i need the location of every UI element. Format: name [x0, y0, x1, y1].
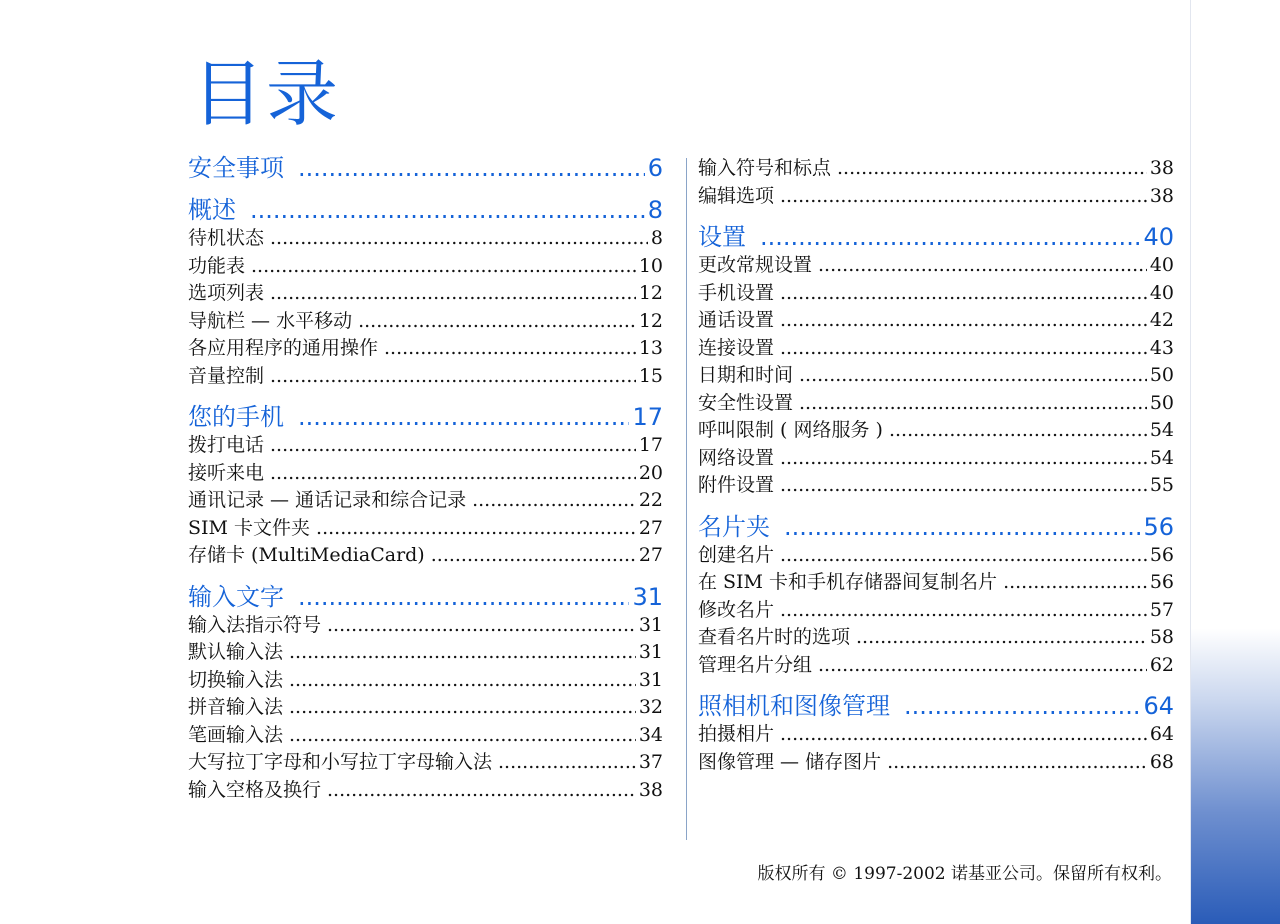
dot-leader	[780, 335, 1147, 363]
toc-entry[interactable]	[698, 472, 1174, 500]
toc-section-heading-label: 您的手机	[188, 403, 284, 431]
toc-section-heading[interactable]	[188, 582, 663, 612]
toc-section-heading-page-number: 64	[1143, 692, 1174, 720]
toc-entry-page-number: 13	[638, 337, 663, 359]
toc-entry-page-number: 40	[1149, 281, 1174, 304]
dot-leader	[780, 597, 1147, 625]
toc-section-heading[interactable]	[188, 402, 663, 432]
toc-entry-page-number: 55	[1149, 474, 1174, 496]
toc-entry-page-number: 62	[1149, 653, 1174, 676]
dot-leader	[298, 153, 645, 183]
toc-entry-page-number: 50	[1149, 364, 1174, 386]
toc-entry-label: 手机设置	[698, 281, 775, 304]
toc-section-heading-page-number: 40	[1143, 223, 1174, 251]
toc-entry-label: 更改常规设置	[698, 254, 813, 276]
dot-leader	[270, 432, 636, 460]
dot-leader	[784, 512, 1140, 542]
dot-leader	[298, 402, 629, 432]
dot-leader	[780, 183, 1147, 211]
toc-entry-label: 管理名片分组	[698, 653, 813, 676]
toc-entry-page-number: 12	[638, 282, 663, 304]
toc-section-heading-page-number: 56	[1143, 512, 1174, 541]
toc-entry[interactable]	[698, 721, 1174, 749]
toc-entry-page-number: 22	[638, 489, 663, 511]
toc-entry-page-number: 54	[1149, 419, 1174, 441]
toc-entry[interactable]	[698, 749, 1174, 777]
toc-entry[interactable]	[698, 362, 1174, 390]
dot-leader	[799, 362, 1147, 390]
toc-entry-page-number: 20	[638, 461, 663, 484]
toc-entry-label: 选项列表	[188, 282, 265, 304]
toc-entry-page-number: 68	[1149, 750, 1174, 773]
toc-entry-page-number: 38	[638, 778, 663, 801]
toc-entry-label: 拍摄相片	[698, 723, 775, 745]
toc-entry[interactable]	[188, 722, 663, 750]
side-gradient-band	[1190, 0, 1280, 924]
toc-entry-label: 输入符号和标点	[698, 157, 832, 179]
toc-entry-page-number: 31	[638, 641, 663, 663]
toc-entry-label: 附件设置	[698, 474, 775, 496]
copyright-footer: 版权所有 © 1997-2002 诺基亚公司。保留所有权利。	[757, 864, 1172, 884]
dot-leader	[856, 624, 1147, 652]
toc-entry-label: 修改名片	[698, 598, 775, 621]
toc-entry[interactable]	[188, 432, 663, 460]
toc-entry-page-number: 8	[650, 227, 663, 249]
toc-entry-label: 大写拉丁字母和小写拉丁字母输入法	[188, 751, 493, 773]
toc-section-heading-page-number: 17	[632, 403, 663, 431]
toc-entry-label: 切换输入法	[188, 668, 284, 691]
dot-leader	[780, 445, 1147, 473]
dot-leader	[780, 307, 1147, 335]
toc-entry-page-number: 27	[638, 516, 663, 539]
dot-leader	[1003, 569, 1147, 597]
toc-entry-label: 图像管理 — 储存图片	[698, 750, 882, 773]
dot-leader	[270, 460, 636, 488]
toc-entry-label: 音量控制	[188, 364, 265, 387]
toc-entry[interactable]	[698, 652, 1174, 680]
toc-entry[interactable]	[188, 515, 663, 543]
toc-entry-page-number: 40	[1149, 254, 1174, 276]
toc-entry-page-number: 56	[1149, 571, 1174, 593]
toc-continued-entries	[698, 155, 1174, 210]
dot-leader	[760, 222, 1140, 252]
toc-entry-label: 创建名片	[698, 543, 775, 566]
dot-leader	[270, 225, 648, 253]
toc-right-column	[698, 150, 1174, 776]
toc-entry-label: 编辑选项	[698, 184, 775, 207]
dot-leader	[780, 721, 1147, 749]
dot-leader	[904, 691, 1140, 721]
toc-entry-page-number: 27	[638, 544, 663, 566]
toc-section	[188, 153, 663, 183]
dot-leader	[818, 252, 1147, 280]
toc-section-heading-label: 安全事项	[188, 154, 284, 182]
toc-entry-label: 输入法指示符号	[188, 613, 322, 636]
toc-entry-label: 在 SIM 卡和手机存储器间复制名片	[698, 571, 998, 593]
toc-section-heading[interactable]	[188, 153, 663, 183]
dot-leader	[289, 639, 636, 667]
toc-section	[698, 222, 1174, 500]
dot-leader	[327, 612, 636, 640]
dot-leader	[889, 417, 1147, 445]
toc-section	[698, 691, 1174, 776]
toc-entry-page-number: 38	[1149, 157, 1174, 179]
toc-entry[interactable]	[698, 307, 1174, 335]
toc-section-heading-label: 概述	[188, 196, 236, 224]
toc-entry-page-number: 31	[638, 668, 663, 691]
toc-entry[interactable]	[698, 569, 1174, 597]
toc-entry-page-number: 38	[1149, 184, 1174, 207]
toc-entry-label: 日期和时间	[698, 364, 794, 386]
dot-leader	[498, 749, 636, 777]
toc-entry-label: 通讯记录 — 通话记录和综合记录	[188, 489, 467, 511]
dot-leader	[358, 308, 636, 336]
dot-leader	[327, 777, 636, 805]
toc-section-heading-label: 设置	[698, 223, 746, 251]
toc-entry[interactable]	[188, 694, 663, 722]
toc-entry[interactable]	[188, 612, 663, 640]
toc-entry[interactable]	[698, 252, 1174, 280]
toc-section	[188, 195, 663, 390]
toc-entry-label: 默认输入法	[188, 641, 284, 663]
toc-entry-page-number: 10	[638, 254, 663, 277]
toc-entry-page-number: 64	[1149, 723, 1174, 745]
toc-entry[interactable]	[698, 417, 1174, 445]
toc-entry[interactable]	[698, 155, 1174, 183]
toc-section-heading[interactable]	[698, 512, 1174, 542]
toc-entry[interactable]	[698, 335, 1174, 363]
toc-section-heading-label: 名片夹	[698, 512, 770, 541]
toc-entry-page-number: 34	[638, 723, 663, 746]
dot-leader	[289, 667, 636, 695]
toc-entry[interactable]	[698, 624, 1174, 652]
toc-entry-label: 通话设置	[698, 309, 775, 331]
dot-leader	[289, 722, 636, 750]
dot-leader	[472, 487, 636, 515]
toc-section-heading-label: 输入文字	[188, 582, 284, 611]
toc-entry[interactable]	[188, 667, 663, 695]
dot-leader	[837, 155, 1147, 183]
toc-entry-label: SIM 卡文件夹	[188, 516, 311, 539]
toc-entry-page-number: 43	[1149, 336, 1174, 359]
toc-entry[interactable]	[698, 183, 1174, 211]
dot-leader	[289, 694, 636, 722]
toc-entry-label: 查看名片时的选项	[698, 626, 851, 648]
toc-section-heading-label: 照相机和图像管理	[698, 692, 890, 720]
dot-leader	[270, 363, 636, 391]
toc-entry[interactable]	[698, 280, 1174, 308]
page-title: 目录	[192, 52, 341, 136]
toc-section-heading-page-number: 6	[647, 154, 663, 182]
toc-entry-label: 接听来电	[188, 461, 265, 484]
toc-entry[interactable]	[188, 460, 663, 488]
toc-entry-label: 导航栏 — 水平移动	[188, 309, 353, 332]
dot-leader	[887, 749, 1147, 777]
toc-entry[interactable]	[188, 639, 663, 667]
dot-leader	[799, 390, 1147, 418]
dot-leader	[316, 515, 636, 543]
toc-entry-page-number: 32	[638, 696, 663, 718]
toc-entry-label: 网络设置	[698, 446, 775, 469]
toc-section-heading[interactable]	[698, 691, 1174, 721]
toc-section	[188, 582, 663, 805]
dot-leader	[298, 582, 629, 612]
toc-entry-page-number: 12	[638, 309, 663, 332]
toc-entry-page-number: 17	[638, 434, 663, 456]
toc-left-column	[188, 150, 663, 804]
toc-section-heading-page-number: 31	[632, 582, 663, 611]
toc-entry-page-number: 42	[1149, 309, 1174, 331]
column-divider	[686, 158, 687, 840]
toc-entry[interactable]	[698, 597, 1174, 625]
dot-leader	[431, 542, 636, 570]
toc-section	[698, 512, 1174, 680]
toc-entry-page-number: 54	[1149, 446, 1174, 469]
toc-entry-label: 功能表	[188, 254, 246, 277]
toc-entry-label: 输入空格及换行	[188, 778, 322, 801]
toc-entry[interactable]	[188, 253, 663, 281]
toc-entry-page-number: 15	[638, 364, 663, 387]
dot-leader	[270, 280, 636, 308]
dot-leader	[780, 542, 1147, 570]
toc-section	[188, 402, 663, 570]
toc-entry-label: 呼叫限制 ( 网络服务 )	[698, 419, 883, 441]
toc-section-heading[interactable]	[698, 222, 1174, 252]
toc-entry[interactable]	[188, 777, 663, 805]
toc-entry-label: 待机状态	[188, 227, 265, 249]
toc-entry[interactable]	[188, 280, 663, 308]
toc-entry-page-number: 58	[1149, 626, 1174, 648]
toc-entry-page-number: 31	[638, 613, 663, 636]
toc-entry-page-number: 57	[1149, 598, 1174, 621]
toc-entry-page-number: 50	[1149, 391, 1174, 414]
toc-entry-page-number: 56	[1149, 543, 1174, 566]
toc-entry[interactable]	[188, 542, 663, 570]
toc-entry[interactable]	[698, 390, 1174, 418]
toc-section-heading-page-number: 8	[647, 196, 663, 224]
toc-entry-label: 安全性设置	[698, 391, 794, 414]
toc-entry[interactable]	[698, 445, 1174, 473]
toc-entry-page-number: 37	[638, 751, 663, 773]
toc-entry-label: 各应用程序的通用操作	[188, 337, 379, 359]
toc-entry-label: 拼音输入法	[188, 696, 284, 718]
dot-leader	[250, 195, 645, 225]
dot-leader	[818, 652, 1147, 680]
toc-entry[interactable]	[188, 487, 663, 515]
dot-leader	[384, 335, 636, 363]
toc-entry-label: 存储卡 (MultiMediaCard)	[188, 544, 425, 566]
toc-entry[interactable]	[188, 335, 663, 363]
toc-entry-label: 笔画输入法	[188, 723, 284, 746]
toc-entry-label: 连接设置	[698, 336, 775, 359]
toc-entry[interactable]	[188, 363, 663, 391]
toc-entry[interactable]	[188, 308, 663, 336]
dot-leader	[251, 253, 636, 281]
toc-entry-label: 拨打电话	[188, 434, 265, 456]
toc-entry[interactable]	[698, 542, 1174, 570]
dot-leader	[780, 280, 1147, 308]
dot-leader	[780, 472, 1147, 500]
toc-section-heading[interactable]	[188, 195, 663, 225]
toc-entry[interactable]	[188, 749, 663, 777]
toc-entry[interactable]	[188, 225, 663, 253]
